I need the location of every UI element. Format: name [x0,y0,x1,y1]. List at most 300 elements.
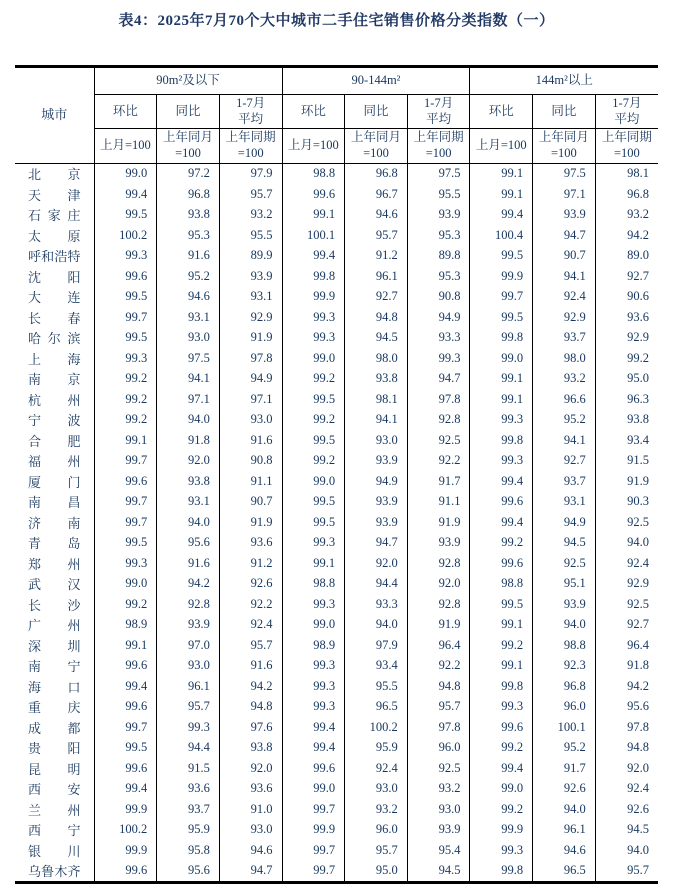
avg-base-line1: 上年同期 [225,130,276,145]
value-cell: 99.3 [94,348,157,369]
value-cell: 99.9 [282,820,345,841]
value-cell: 95.6 [157,861,220,883]
value-cell: 92.5 [407,430,470,451]
table-row [15,430,658,451]
city-name: 青岛 [15,533,94,554]
value-cell: 95.8 [157,840,220,861]
value-cell: 93.9 [345,492,408,513]
yoy-base-header [533,129,596,163]
value-cell: 91.7 [407,471,470,492]
group-header-90-144: 90-144m² [282,67,470,95]
city-name: 大连 [15,287,94,308]
city-name: 广州 [15,615,94,636]
value-cell: 94.9 [407,307,470,328]
value-cell: 94.5 [533,533,596,554]
group-header-row [15,67,658,95]
value-cell: 94.8 [627,740,649,755]
value-cell: 93.2 [627,207,649,222]
value-cell: 97.2 [157,163,220,184]
value-cell: 93.7 [533,471,596,492]
value-cell: 94.1 [533,266,596,287]
value-cell: 91.6 [157,553,220,574]
avg-header-line1: 1-7月 [236,96,266,110]
value-cell: 99.0 [94,574,157,595]
value-cell: 93.1 [157,492,220,513]
value-cell: 96.0 [345,820,408,841]
city-name: 长沙 [15,594,94,615]
value-cell: 99.5 [94,533,157,554]
city-name: 重庆 [15,697,94,718]
city-name: 兰州 [15,799,94,820]
value-cell: 97.8 [407,717,470,738]
value-cell: 95.6 [157,533,220,554]
value-cell: 99.3 [282,594,345,615]
value-cell: 99.2 [282,369,345,390]
avg-base-line1: 上年同期 [413,130,464,145]
value-cell: 94.9 [533,512,596,533]
city-name: 长春 [15,307,94,328]
value-cell: 94.0 [345,615,408,636]
table-row [15,758,658,779]
value-cell: 97.9 [219,163,282,184]
value-cell: 93.7 [533,328,596,349]
value-cell: 99.3 [282,697,345,718]
value-cell: 99.5 [94,738,157,759]
table-row [15,246,658,267]
value-cell: 94.5 [345,328,408,349]
value-cell: 92.4 [533,287,596,308]
value-cell: 93.0 [219,410,282,431]
value-cell: 99.5 [94,287,157,308]
city-name: 成都 [15,717,94,738]
value-cell: 94.5 [627,822,649,837]
value-cell: 89.9 [219,246,282,267]
value-cell: 97.5 [157,348,220,369]
value-cell: 94.6 [157,287,220,308]
value-cell: 92.2 [219,594,282,615]
value-cell: 93.9 [407,205,470,226]
yoy-base-line2: =100 [551,145,577,160]
city-name: 上海 [15,348,94,369]
value-cell: 92.9 [627,330,649,345]
value-cell: 99.1 [470,163,533,184]
value-cell: 93.4 [345,656,408,677]
value-cell: 99.9 [470,266,533,287]
value-cell: 96.0 [407,738,470,759]
value-cell: 99.4 [94,676,157,697]
avg-base-header [407,129,470,163]
value-cell: 94.2 [157,574,220,595]
value-cell: 98.8 [282,574,345,595]
value-cell: 93.9 [157,615,220,636]
value-cell: 99.4 [470,758,533,779]
value-cell: 92.5 [627,514,649,529]
value-cell: 92.5 [407,758,470,779]
value-cell: 99.1 [94,635,157,656]
table-row [15,738,658,759]
value-cell: 99.3 [470,451,533,472]
value-cell: 89.8 [407,246,470,267]
value-cell: 92.9 [533,307,596,328]
value-cell: 91.9 [219,512,282,533]
value-cell: 91.5 [627,453,649,468]
city-name: 济南 [15,512,94,533]
table-row [15,266,658,287]
table-row [15,676,658,697]
value-cell: 99.3 [282,656,345,677]
avg-header [407,95,470,129]
value-cell: 94.2 [627,678,649,693]
value-cell: 95.9 [345,738,408,759]
value-cell: 95.1 [533,574,596,595]
value-cell: 93.9 [533,205,596,226]
value-cell: 99.2 [470,635,533,656]
table-row [15,471,658,492]
value-cell: 93.9 [533,594,596,615]
yoy-header: 同比 [533,95,596,129]
value-cell: 99.0 [282,615,345,636]
value-cell: 99.4 [282,738,345,759]
mom-header: 环比 [470,95,533,129]
yoy-base-header [157,129,220,163]
value-cell: 100.1 [282,225,345,246]
value-cell: 97.8 [219,348,282,369]
value-cell: 92.8 [407,553,470,574]
table-row [15,799,658,820]
value-cell: 99.0 [470,779,533,800]
value-cell: 94.9 [345,471,408,492]
value-cell: 92.6 [219,574,282,595]
city-name: 南宁 [15,656,94,677]
city-name: 武汉 [15,574,94,595]
value-cell: 99.2 [470,533,533,554]
value-cell: 99.6 [94,266,157,287]
value-cell: 92.9 [219,307,282,328]
value-cell: 92.5 [627,596,649,611]
table-row [15,656,658,677]
city-name: 西宁 [15,820,94,841]
value-cell: 95.4 [407,840,470,861]
value-cell: 99.6 [470,492,533,513]
value-cell: 92.7 [533,451,596,472]
city-name: 乌鲁木齐 [15,861,94,883]
value-cell: 97.1 [533,184,596,205]
value-cell: 94.1 [157,369,220,390]
value-cell: 94.7 [345,533,408,554]
value-cell: 94.9 [219,369,282,390]
value-cell: 99.3 [282,307,345,328]
value-cell: 96.4 [627,637,649,652]
value-cell: 94.0 [533,799,596,820]
value-cell: 93.6 [627,309,649,324]
value-cell: 95.2 [157,266,220,287]
table-row [15,779,658,800]
value-cell: 99.3 [282,533,345,554]
value-cell: 91.9 [407,512,470,533]
value-cell: 93.9 [345,512,408,533]
value-cell: 95.7 [627,863,649,878]
table-row [15,451,658,472]
value-cell: 99.4 [282,246,345,267]
value-cell: 99.0 [282,348,345,369]
value-cell: 94.1 [345,410,408,431]
city-column-header: 城市 [15,67,94,164]
value-cell: 92.4 [345,758,408,779]
value-cell: 100.1 [533,717,596,738]
city-name: 太原 [15,225,94,246]
value-cell: 95.7 [157,697,220,718]
yoy-header: 同比 [345,95,408,129]
value-cell: 91.0 [219,799,282,820]
value-cell: 99.5 [470,246,533,267]
value-cell: 90.3 [627,494,649,509]
value-cell: 91.6 [219,656,282,677]
city-name: 沈阳 [15,266,94,287]
value-cell: 92.4 [627,555,649,570]
value-cell: 96.1 [533,820,596,841]
value-cell: 95.7 [219,184,282,205]
value-cell: 93.0 [345,430,408,451]
value-cell: 99.0 [282,779,345,800]
table-body [15,163,658,883]
value-cell: 96.8 [533,676,596,697]
value-cell: 93.1 [219,287,282,308]
value-cell: 92.8 [407,410,470,431]
avg-base-line2: =100 [425,145,452,160]
table-row [15,840,658,861]
value-cell: 92.9 [627,576,649,591]
value-cell: 90.7 [219,492,282,513]
value-cell: 99.8 [282,266,345,287]
value-cell: 99.4 [94,184,157,205]
value-cell: 99.8 [470,861,533,883]
value-cell: 98.8 [282,163,345,184]
value-cell: 93.2 [407,779,470,800]
value-cell: 99.6 [94,861,157,883]
table-row [15,225,658,246]
page [0,9,673,884]
city-name: 福州 [15,451,94,472]
value-cell: 100.2 [345,717,408,738]
group-header-90-below: 90m²及以下 [94,67,282,95]
value-cell: 95.7 [219,635,282,656]
value-cell: 92.8 [157,594,220,615]
value-cell: 95.2 [533,410,596,431]
value-cell: 94.0 [627,535,649,550]
value-cell: 99.5 [470,594,533,615]
yoy-base-line2: =100 [363,145,389,160]
value-cell: 99.1 [282,553,345,574]
value-cell: 92.6 [627,801,649,816]
value-cell: 93.8 [345,369,408,390]
value-cell: 94.6 [219,840,282,861]
value-cell: 95.6 [627,699,649,714]
value-cell: 98.9 [282,635,345,656]
table-row [15,820,658,841]
value-cell: 99.3 [94,246,157,267]
value-cell: 95.3 [157,225,220,246]
value-cell: 99.0 [282,471,345,492]
value-cell: 99.6 [470,553,533,574]
value-cell: 99.4 [282,717,345,738]
value-cell: 93.8 [627,412,649,427]
value-cell: 94.7 [533,225,596,246]
value-cell: 99.2 [282,451,345,472]
table-row [15,184,658,205]
value-cell: 93.7 [157,799,220,820]
value-cell: 99.7 [94,451,157,472]
value-cell: 93.9 [219,266,282,287]
mom-header: 环比 [94,95,157,129]
value-cell: 98.8 [470,574,533,595]
value-cell: 93.3 [345,594,408,615]
value-cell: 99.9 [94,799,157,820]
value-cell: 99.5 [470,307,533,328]
avg-header-line1: 1-7月 [424,96,454,110]
value-cell: 94.5 [407,861,470,883]
city-name: 郑州 [15,553,94,574]
value-cell: 90.7 [533,246,596,267]
value-cell: 93.8 [157,205,220,226]
value-cell: 99.1 [470,369,533,390]
city-name: 银川 [15,840,94,861]
value-cell: 98.1 [627,166,649,181]
value-cell: 99.4 [470,205,533,226]
avg-header-line1: 1-7月 [612,96,642,110]
value-cell: 93.9 [407,533,470,554]
value-cell: 99.6 [282,184,345,205]
value-cell: 99.2 [94,410,157,431]
value-cell: 94.7 [219,861,282,883]
value-cell: 95.3 [407,225,470,246]
value-cell: 96.1 [345,266,408,287]
value-cell: 99.4 [94,779,157,800]
value-cell: 92.0 [219,758,282,779]
value-cell: 100.4 [470,225,533,246]
value-cell: 93.9 [407,820,470,841]
city-name: 天津 [15,184,94,205]
value-cell: 100.2 [94,225,157,246]
table-row [15,615,658,636]
value-cell: 94.6 [533,840,596,861]
value-cell: 92.4 [219,615,282,636]
avg-header-line2: 平均 [238,111,264,126]
value-cell: 99.6 [470,717,533,738]
value-cell: 94.0 [627,842,649,857]
value-cell: 99.6 [94,697,157,718]
value-cell: 99.1 [470,615,533,636]
value-cell: 97.8 [407,389,470,410]
yoy-base-line2: =100 [175,145,201,160]
value-cell: 94.2 [219,676,282,697]
value-cell: 99.3 [407,348,470,369]
value-cell: 95.7 [345,225,408,246]
value-cell: 93.6 [219,779,282,800]
value-cell: 99.8 [470,328,533,349]
value-cell: 99.5 [94,205,157,226]
value-cell: 99.7 [94,307,157,328]
table-row [15,697,658,718]
avg-base-line1: 上年同期 [601,130,652,145]
value-cell: 98.9 [94,615,157,636]
value-cell: 95.9 [157,820,220,841]
city-name: 哈尔滨 [15,328,94,349]
value-cell: 99.4 [470,512,533,533]
avg-base-header [595,129,658,163]
table-row [15,717,658,738]
value-cell: 99.2 [470,799,533,820]
value-cell: 93.0 [157,328,220,349]
value-cell: 99.7 [282,799,345,820]
value-cell: 96.4 [407,635,470,656]
table-row [15,410,658,431]
value-cell: 92.7 [345,287,408,308]
city-name: 昆明 [15,758,94,779]
value-cell: 90.8 [219,451,282,472]
value-cell: 93.6 [219,533,282,554]
table-row [15,533,658,554]
value-cell: 92.4 [627,781,649,796]
value-cell: 97.6 [219,717,282,738]
value-cell: 95.0 [345,861,408,883]
value-cell: 99.3 [282,328,345,349]
city-name: 深圳 [15,635,94,656]
value-cell: 92.0 [157,451,220,472]
city-name: 厦门 [15,471,94,492]
value-cell: 91.8 [157,430,220,451]
value-cell: 94.8 [407,676,470,697]
value-cell: 99.1 [470,184,533,205]
value-cell: 96.1 [157,676,220,697]
value-cell: 99.5 [282,389,345,410]
city-name: 北京 [15,163,94,184]
value-cell: 97.1 [157,389,220,410]
value-cell: 92.2 [407,451,470,472]
value-cell: 95.5 [407,184,470,205]
value-cell: 93.0 [407,799,470,820]
value-cell: 92.0 [407,574,470,595]
value-cell: 99.8 [470,430,533,451]
value-cell: 96.6 [533,389,596,410]
mom-base-header: 上月=100 [94,129,157,163]
table-row [15,205,658,226]
value-cell: 99.4 [470,471,533,492]
value-cell: 95.2 [533,738,596,759]
value-cell: 97.9 [345,635,408,656]
value-cell: 99.5 [282,430,345,451]
value-cell: 94.4 [345,574,408,595]
value-cell: 95.0 [627,371,649,386]
value-cell: 95.7 [345,840,408,861]
value-cell: 94.7 [407,369,470,390]
yoy-base-line1: 上年同月 [163,130,214,145]
value-cell: 93.0 [345,779,408,800]
table-row [15,574,658,595]
value-cell: 96.8 [345,163,408,184]
value-cell: 97.0 [157,635,220,656]
value-cell: 99.6 [282,758,345,779]
value-cell: 93.2 [219,205,282,226]
table-row [15,389,658,410]
value-cell: 99.7 [94,492,157,513]
table-row [15,328,658,349]
value-cell: 93.3 [407,328,470,349]
value-cell: 98.1 [345,389,408,410]
city-name: 西安 [15,779,94,800]
value-cell: 99.3 [94,553,157,574]
value-cell: 93.9 [345,451,408,472]
avg-base-line2: =100 [613,145,640,160]
